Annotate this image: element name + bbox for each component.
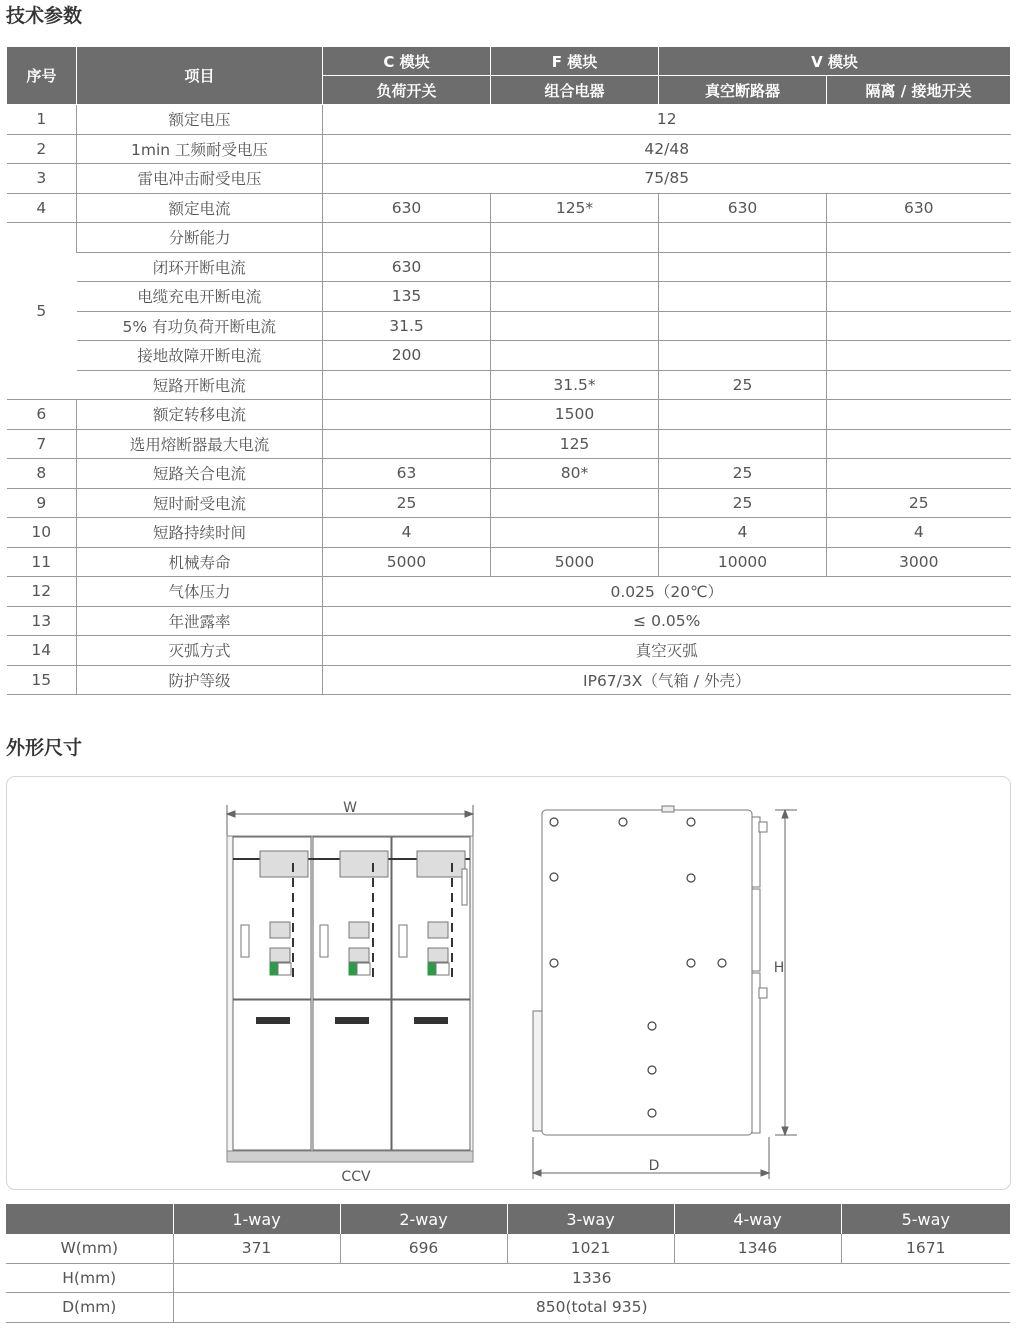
cell-c <box>323 400 491 430</box>
row-no: 12 <box>7 577 77 607</box>
row-no: 13 <box>7 606 77 636</box>
row-item: 短路持续时间 <box>77 518 323 548</box>
table-row <box>7 164 1011 194</box>
table-row <box>7 400 1011 430</box>
row-item: 灭弧方式 <box>77 636 323 666</box>
depth-label: D <box>648 1158 660 1174</box>
row-item: 5% 有功负荷开断电流 <box>77 311 323 341</box>
row-item: 短路开断电流 <box>77 370 323 400</box>
cell-c <box>323 370 491 400</box>
row-value: IP67/3X（气箱 / 外壳） <box>323 665 1011 695</box>
table-row <box>7 223 1011 253</box>
cell-w: 1021 <box>507 1234 674 1263</box>
cell-c: 31.5 <box>323 311 491 341</box>
cell-v: 25 <box>659 488 827 518</box>
side-view <box>533 806 767 1135</box>
dimension-table <box>6 1204 1010 1323</box>
cell-v: 4 <box>659 518 827 548</box>
v-sub1-header: 真空断路器 <box>659 76 827 105</box>
table-row <box>7 636 1011 666</box>
table-row <box>7 577 1011 607</box>
table-row <box>6 1293 1010 1323</box>
table-row <box>6 1263 1010 1293</box>
col-no-header: 序号 <box>7 47 77 105</box>
row-item: 雷电冲击耐受电压 <box>77 164 323 194</box>
table-row <box>7 606 1011 636</box>
cell-f: 5000 <box>491 547 659 577</box>
cell-v <box>659 311 827 341</box>
cell-f <box>491 311 659 341</box>
row-item: 接地故障开断电流 <box>77 341 323 371</box>
table-row <box>7 282 1011 312</box>
cell-c <box>323 429 491 459</box>
cell-i: 4 <box>827 518 1011 548</box>
row-value: 0.025（20℃） <box>323 577 1011 607</box>
dim-header-1way: 1-way <box>173 1204 340 1234</box>
table-row <box>7 370 1011 400</box>
row-label: D(mm) <box>6 1293 173 1323</box>
table-row <box>7 665 1011 695</box>
cell-i <box>827 459 1011 489</box>
table-row <box>7 429 1011 459</box>
cell-c: 200 <box>323 341 491 371</box>
cell-f: 125 <box>491 429 659 459</box>
f-module-header: F 模块 <box>491 47 659 76</box>
height-label: H <box>773 960 785 976</box>
dim-header-5way: 5-way <box>841 1204 1010 1234</box>
row-item: 闭环开断电流 <box>77 252 323 282</box>
col-item-header: 项目 <box>77 47 323 105</box>
cell-w: 371 <box>173 1234 340 1263</box>
row-item: 防护等级 <box>77 665 323 695</box>
table-row <box>7 547 1011 577</box>
table-row <box>7 459 1011 489</box>
cell-i <box>827 400 1011 430</box>
cell-v: 10000 <box>659 547 827 577</box>
dim-header-blank <box>6 1204 173 1234</box>
cell-v <box>659 282 827 312</box>
door-handles <box>256 1017 448 1024</box>
cell-v: 25 <box>659 370 827 400</box>
cell-f: 31.5* <box>491 370 659 400</box>
width-label: W <box>343 800 357 816</box>
cell-c: 630 <box>323 252 491 282</box>
cell-i: 25 <box>827 488 1011 518</box>
cell-c: 630 <box>323 193 491 223</box>
ccv-label: CCV <box>341 1169 371 1185</box>
table-row <box>7 311 1011 341</box>
table-row <box>6 1234 1010 1263</box>
cell-f: 125* <box>491 193 659 223</box>
cell-f <box>491 488 659 518</box>
cell-c: 5000 <box>323 547 491 577</box>
f-sub-header: 组合电器 <box>491 76 659 105</box>
cell-c: 25 <box>323 488 491 518</box>
table-row <box>7 193 1011 223</box>
cell-v <box>659 429 827 459</box>
tech-spec-table <box>6 46 1011 695</box>
dimension-drawing-box <box>6 776 1011 1190</box>
cell-w: 1346 <box>674 1234 841 1263</box>
row-item: 额定电流 <box>77 193 323 223</box>
cell-v <box>659 400 827 430</box>
cell-i <box>827 223 1011 253</box>
cell-w: 1671 <box>841 1234 1010 1263</box>
switchgear-drawing <box>7 777 1010 1189</box>
cell-i <box>827 429 1011 459</box>
row-no: 3 <box>7 164 77 194</box>
cell-c: 63 <box>323 459 491 489</box>
row-value: 12 <box>323 105 1011 135</box>
row-label: W(mm) <box>6 1234 173 1263</box>
table-row <box>7 518 1011 548</box>
cell-i <box>827 282 1011 312</box>
cell-v: 630 <box>659 193 827 223</box>
cell-f <box>491 223 659 253</box>
row-item: 选用熔断器最大电流 <box>77 429 323 459</box>
cell-i: 630 <box>827 193 1011 223</box>
tech-section-title: 技术参数 <box>6 5 83 27</box>
row-no: 9 <box>7 488 77 518</box>
cell-f <box>491 341 659 371</box>
row-no: 2 <box>7 134 77 164</box>
row-value: 真空灭弧 <box>323 636 1011 666</box>
cell-h: 1336 <box>173 1263 1010 1293</box>
row-item: 短时耐受电流 <box>77 488 323 518</box>
cell-v <box>659 252 827 282</box>
v-sub2-header: 隔离 / 接地开关 <box>827 76 1011 105</box>
cell-i <box>827 252 1011 282</box>
row-item: 短路关合电流 <box>77 459 323 489</box>
dim-header-4way: 4-way <box>674 1204 841 1234</box>
row-value: ≤ 0.05% <box>323 606 1011 636</box>
row-no: 6 <box>7 400 77 430</box>
table-row <box>7 134 1011 164</box>
row-item: 额定电压 <box>77 105 323 135</box>
row-no: 11 <box>7 547 77 577</box>
dim-header-3way: 3-way <box>507 1204 674 1234</box>
row-no: 5 <box>7 223 77 400</box>
row-no: 4 <box>7 193 77 223</box>
row-item: 分断能力 <box>77 223 323 253</box>
table-row <box>7 105 1011 135</box>
c-module-header: C 模块 <box>323 47 491 76</box>
table-row <box>7 252 1011 282</box>
row-no: 10 <box>7 518 77 548</box>
cell-w: 696 <box>340 1234 507 1263</box>
cell-f <box>491 518 659 548</box>
cell-i <box>827 341 1011 371</box>
cell-v <box>659 223 827 253</box>
row-item: 机械寿命 <box>77 547 323 577</box>
cell-c: 4 <box>323 518 491 548</box>
dim-header-2way: 2-way <box>340 1204 507 1234</box>
row-item: 额定转移电流 <box>77 400 323 430</box>
row-no: 7 <box>7 429 77 459</box>
row-no: 14 <box>7 636 77 666</box>
row-no: 1 <box>7 105 77 135</box>
cell-v: 25 <box>659 459 827 489</box>
cell-v <box>659 341 827 371</box>
row-item: 电缆充电开断电流 <box>77 282 323 312</box>
row-item: 年泄露率 <box>77 606 323 636</box>
cell-c: 135 <box>323 282 491 312</box>
dims-section-title: 外形尺寸 <box>6 737 83 759</box>
cell-i: 3000 <box>827 547 1011 577</box>
row-value: 75/85 <box>323 164 1011 194</box>
row-item: 1min 工频耐受电压 <box>77 134 323 164</box>
cell-d: 850(total 935) <box>173 1293 1010 1323</box>
cell-i <box>827 311 1011 341</box>
cell-i <box>827 370 1011 400</box>
cell-f <box>491 282 659 312</box>
c-sub-header: 负荷开关 <box>323 76 491 105</box>
table-row <box>7 341 1011 371</box>
row-no: 8 <box>7 459 77 489</box>
row-value: 42/48 <box>323 134 1011 164</box>
row-item: 气体压力 <box>77 577 323 607</box>
cell-c <box>323 223 491 253</box>
row-label: H(mm) <box>6 1263 173 1293</box>
cell-f <box>491 252 659 282</box>
v-module-header: V 模块 <box>659 47 1011 76</box>
cell-f: 1500 <box>491 400 659 430</box>
cell-f: 80* <box>491 459 659 489</box>
table-row <box>7 488 1011 518</box>
row-no: 15 <box>7 665 77 695</box>
